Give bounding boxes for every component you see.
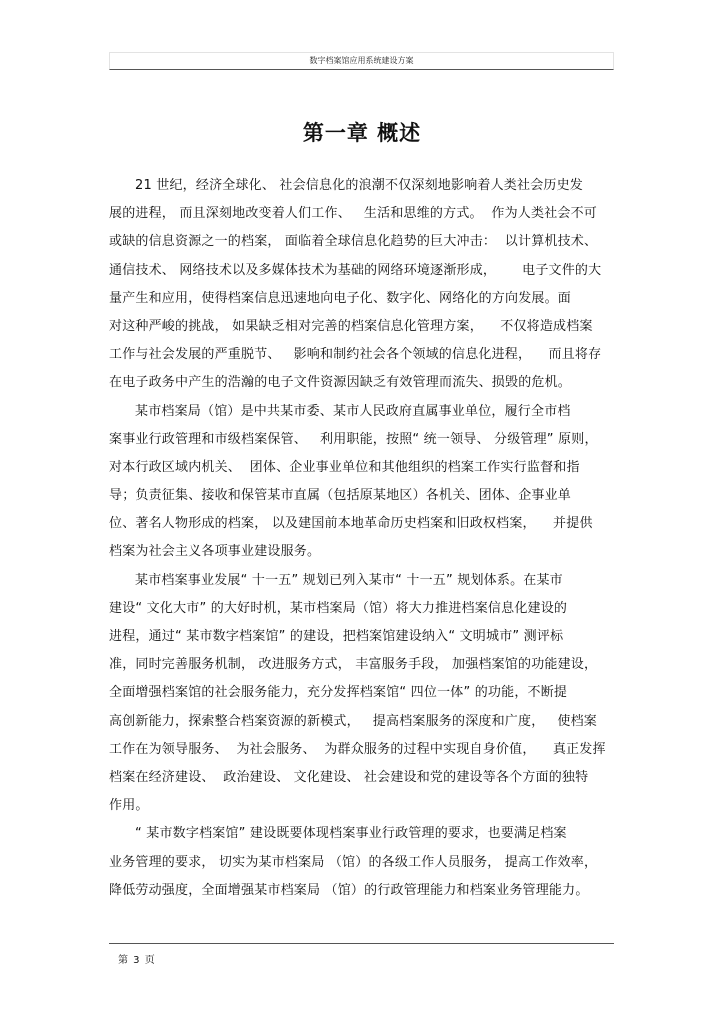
body-line: “ 某市数字档案馆” 建设既要体现档案事业行政管理的要求，也要满足档案 [135, 826, 567, 842]
body-line: 业务管理的要求， 切实为某市档案局 （馆）的各级工作人员服务， 提高工作效率， [109, 854, 598, 870]
body-line: 工作与社会发展的严重脱节、 影响和制约社会各个领域的信息化进程， 而且将存 [109, 347, 602, 363]
body-line: 降低劳动强度，全面增强某市档案局 （馆）的行政管理能力和档案业务管理能力。 [109, 882, 589, 898]
body-line: 导；负责征集、接收和保管某市直属（包括原某地区）各机关、团体、企事业单 [109, 488, 572, 504]
page-number: 第 3 页 [118, 955, 156, 966]
body-line: 通信技术、 网络技术以及多媒体技术为基础的网络环境逐渐形成， 电子文件的大 [109, 262, 602, 278]
body-line: 某市档案事业发展“ 十一五” 规划已列入某市“ 十一五” 规划体系。在某市 [135, 572, 563, 588]
body-line: 展的进程， 而且深刻地改变着人们工作、 生活和思维的方式。 作为人类社会不可 [109, 206, 597, 222]
running-header: 数字档案馆应用系统建设方案 [109, 52, 614, 70]
body-line: 高创新能力，探索整合档案资源的新模式， 提高档案服务的深度和广度， 使档案 [109, 713, 597, 729]
body-line: 进程，通过“ 某市数字档案馆” 的建设，把档案馆建设纳入“ 文明城市” 测评标 [109, 629, 564, 644]
body-line: 位、著名人物形成的档案， 以及建国前本地革命历史档案和旧政权档案， 并提供 [109, 516, 593, 532]
footer-rule [109, 943, 614, 944]
body-text [109, 172, 619, 905]
body-line: 某市档案局（馆）是中共某市委、某市人民政府直属事业单位，履行全市档 [135, 403, 571, 419]
body-line: 档案在经济建设、 政治建设、 文化建设、 社会建设和党的建设等各个方面的独特 [109, 769, 589, 785]
body-line: 21 世纪，经济全球化、 社会信息化的浪潮不仅深刻地影响着人类社会历史发 [135, 178, 584, 193]
body-line: 作用。 [109, 798, 149, 814]
body-line: 案事业行政管理和市级档案保管、 利用职能，按照“ 统一领导、 分级管理” 原则， [109, 431, 598, 447]
body-line: 建设“ 文化大市” 的大好时机，某市档案局（馆）将大力推进档案信息化建设的 [109, 600, 568, 616]
body-line: 在电子政务中产生的浩瀚的电子文件资源因缺乏有效管理而流失、损毁的危机。 [109, 375, 572, 391]
body-line: 全面增强档案馆的社会服务能力，充分发挥档案馆“ 四位一体” 的功能，不断提 [109, 685, 568, 701]
body-line: 对本行政区域内机关、 团体、企业事业单位和其他组织的档案工作实行监督和指 [109, 459, 580, 475]
body-line: 准，同时完善服务机制， 改进服务方式， 丰富服务手段， 加强档案馆的功能建设， [109, 657, 598, 673]
body-line: 或缺的信息资源之一的档案， 面临着全球信息化趋势的巨大冲击： 以计算机技术、 [109, 234, 598, 250]
body-line: 档案为社会主义各项事业建设服务。 [109, 544, 321, 560]
chapter-title: 第一章 概述 [302, 121, 422, 145]
body-line: 对这种严峻的挑战， 如果缺乏相对完善的档案信息化管理方案， 不仅将造成档案 [109, 318, 593, 334]
body-line: 量产生和应用，使得档案信息迅速地向电子化、数字化、网络化的方向发展。面 [109, 290, 572, 306]
body-line: 工作在为领导服务、 为社会服务、 为群众服务的过程中实现自身价值， 真正发挥 [109, 741, 606, 757]
